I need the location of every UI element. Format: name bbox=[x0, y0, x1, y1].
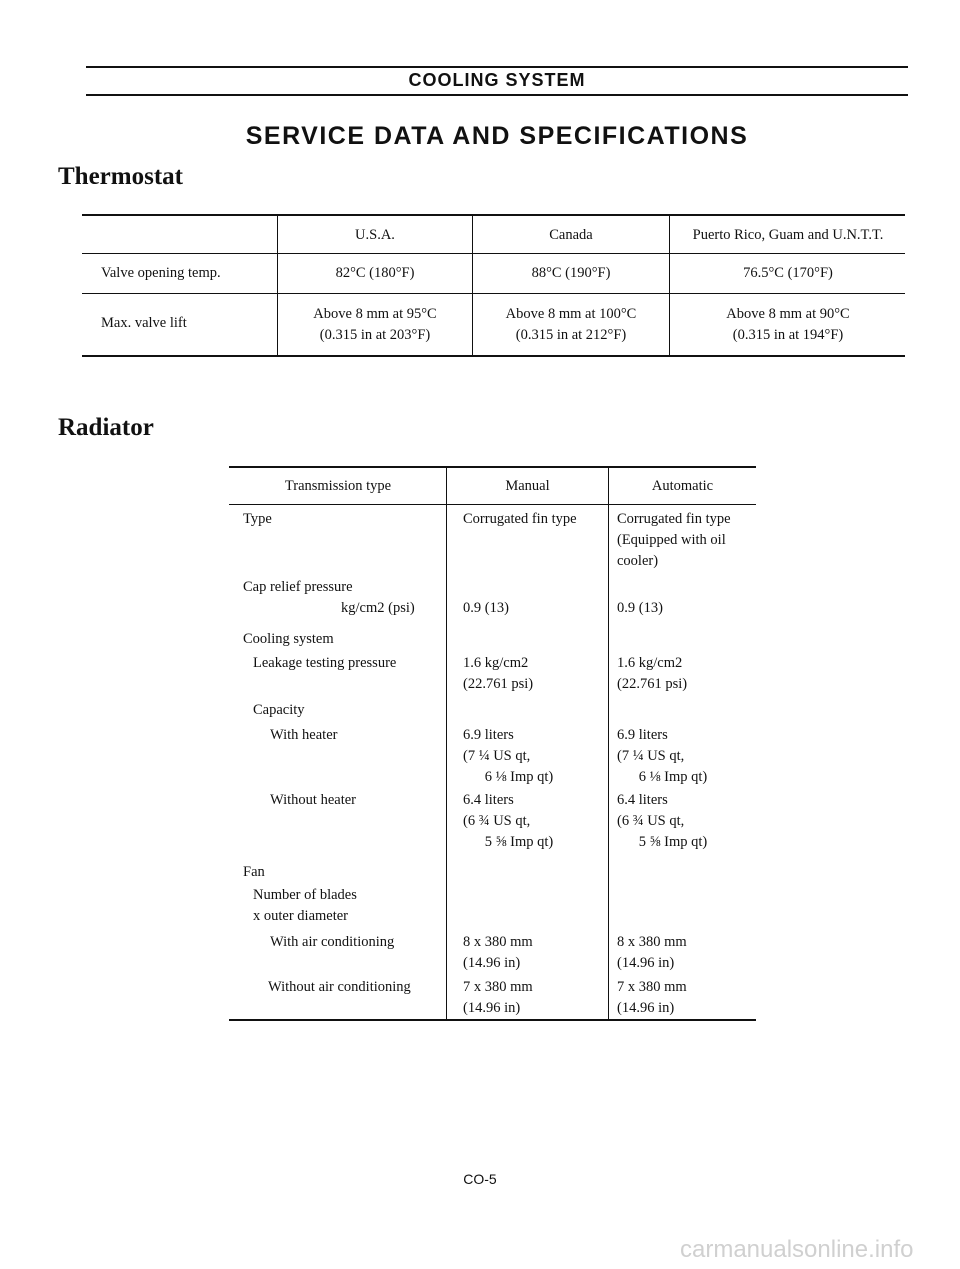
cell-automatic-type: Corrugated fin type (Equipped with oil cooler) bbox=[617, 511, 731, 569]
cell-manual-with-ac: 8 x 380 mm (14.96 in) bbox=[463, 934, 533, 971]
cell-valve-lift-canada: Above 8 mm at 100°C (0.315 in at 212°F) bbox=[505, 306, 637, 343]
row-label-max-valve-lift: Max. valve lift bbox=[101, 315, 187, 331]
column-header-canada: Canada bbox=[549, 227, 593, 243]
column-header-manual: Manual bbox=[505, 478, 550, 494]
header-rule-bottom bbox=[86, 94, 908, 96]
row-label-fan: Fan bbox=[243, 864, 265, 880]
thermostat-header-rule bbox=[82, 253, 905, 254]
radiator-col-divider bbox=[608, 467, 609, 1020]
page-number: CO-5 bbox=[463, 1171, 497, 1187]
column-header-transmission-type: Transmission type bbox=[284, 478, 392, 494]
cell-automatic-without-ac: 7 x 380 mm (14.96 in) bbox=[617, 979, 687, 1016]
cell-valve-temp-puerto-rico: 76.5°C (170°F) bbox=[743, 265, 833, 281]
cell-valve-temp-canada: 88°C (190°F) bbox=[531, 265, 611, 281]
row-label-cap-relief-pressure: Cap relief pressure bbox=[243, 579, 353, 595]
header-rule-top bbox=[86, 66, 908, 68]
radiator-table-top-rule bbox=[229, 466, 756, 468]
row-label-leakage-testing-pressure: Leakage testing pressure bbox=[253, 655, 397, 671]
cell-automatic-with-ac: 8 x 380 mm (14.96 in) bbox=[617, 934, 687, 971]
cell-valve-temp-usa: 82°C (180°F) bbox=[335, 265, 415, 281]
cell-manual-with-heater: 6.9 liters (7 ¼ US qt, 6 ⅛ Imp qt) bbox=[463, 727, 554, 785]
thermostat-row-rule bbox=[82, 293, 905, 294]
row-label-without-heater: Without heater bbox=[270, 792, 356, 808]
cell-valve-lift-puerto-rico: Above 8 mm at 90°C (0.315 in at 194°F) bbox=[726, 306, 850, 343]
section-title: COOLING SYSTEM bbox=[408, 70, 586, 90]
cell-manual-without-ac: 7 x 380 mm (14.96 in) bbox=[463, 979, 533, 1016]
cell-automatic-leakage-pressure: 1.6 kg/cm2 (22.761 psi) bbox=[617, 655, 688, 692]
row-label-valve-opening-temp: Valve opening temp. bbox=[101, 265, 221, 281]
watermark: carmanualsonline.info bbox=[680, 1236, 914, 1263]
cell-manual-cap-pressure: 0.9 (13) bbox=[463, 600, 509, 616]
row-label-cooling-system: Cooling system bbox=[243, 631, 334, 647]
cell-manual-leakage-pressure: 1.6 kg/cm2 (22.761 psi) bbox=[463, 655, 534, 692]
row-label-with-air-conditioning: With air conditioning bbox=[270, 934, 395, 950]
cell-valve-lift-usa: Above 8 mm at 95°C (0.315 in at 203°F) bbox=[313, 306, 437, 343]
cell-automatic-cap-pressure: 0.9 (13) bbox=[617, 600, 663, 616]
cell-manual-without-heater: 6.4 liters (6 ¾ US qt, 5 ⅝ Imp qt) bbox=[463, 792, 554, 850]
radiator-col-divider bbox=[446, 467, 447, 1020]
cell-automatic-with-heater: 6.9 liters (7 ¼ US qt, 6 ⅛ Imp qt) bbox=[617, 727, 708, 785]
cell-manual-type: Corrugated fin type bbox=[463, 511, 577, 527]
column-header-automatic: Automatic bbox=[651, 478, 714, 494]
radiator-heading: Radiator bbox=[58, 414, 154, 441]
page-title: SERVICE DATA AND SPECIFICATIONS bbox=[245, 122, 749, 150]
radiator-header-rule bbox=[229, 504, 756, 505]
column-header-puerto-rico: Puerto Rico, Guam and U.N.T.T. bbox=[692, 227, 884, 243]
radiator-table-bottom-rule bbox=[229, 1019, 756, 1021]
thermostat-table-bottom-rule bbox=[82, 355, 905, 357]
row-label-with-heater: With heater bbox=[270, 727, 338, 743]
cell-automatic-without-heater: 6.4 liters (6 ¾ US qt, 5 ⅝ Imp qt) bbox=[617, 792, 708, 850]
thermostat-heading: Thermostat bbox=[58, 163, 183, 190]
row-label-type: Type bbox=[243, 511, 272, 527]
row-label-without-air-conditioning: Without air conditioning bbox=[268, 979, 411, 995]
column-header-usa: U.S.A. bbox=[355, 227, 395, 243]
row-label-cap-unit: kg/cm2 (psi) bbox=[341, 600, 415, 616]
row-label-number-of-blades: Number of blades x outer diameter bbox=[253, 887, 357, 924]
thermostat-table-top-rule bbox=[82, 214, 905, 216]
row-label-capacity: Capacity bbox=[253, 702, 305, 718]
